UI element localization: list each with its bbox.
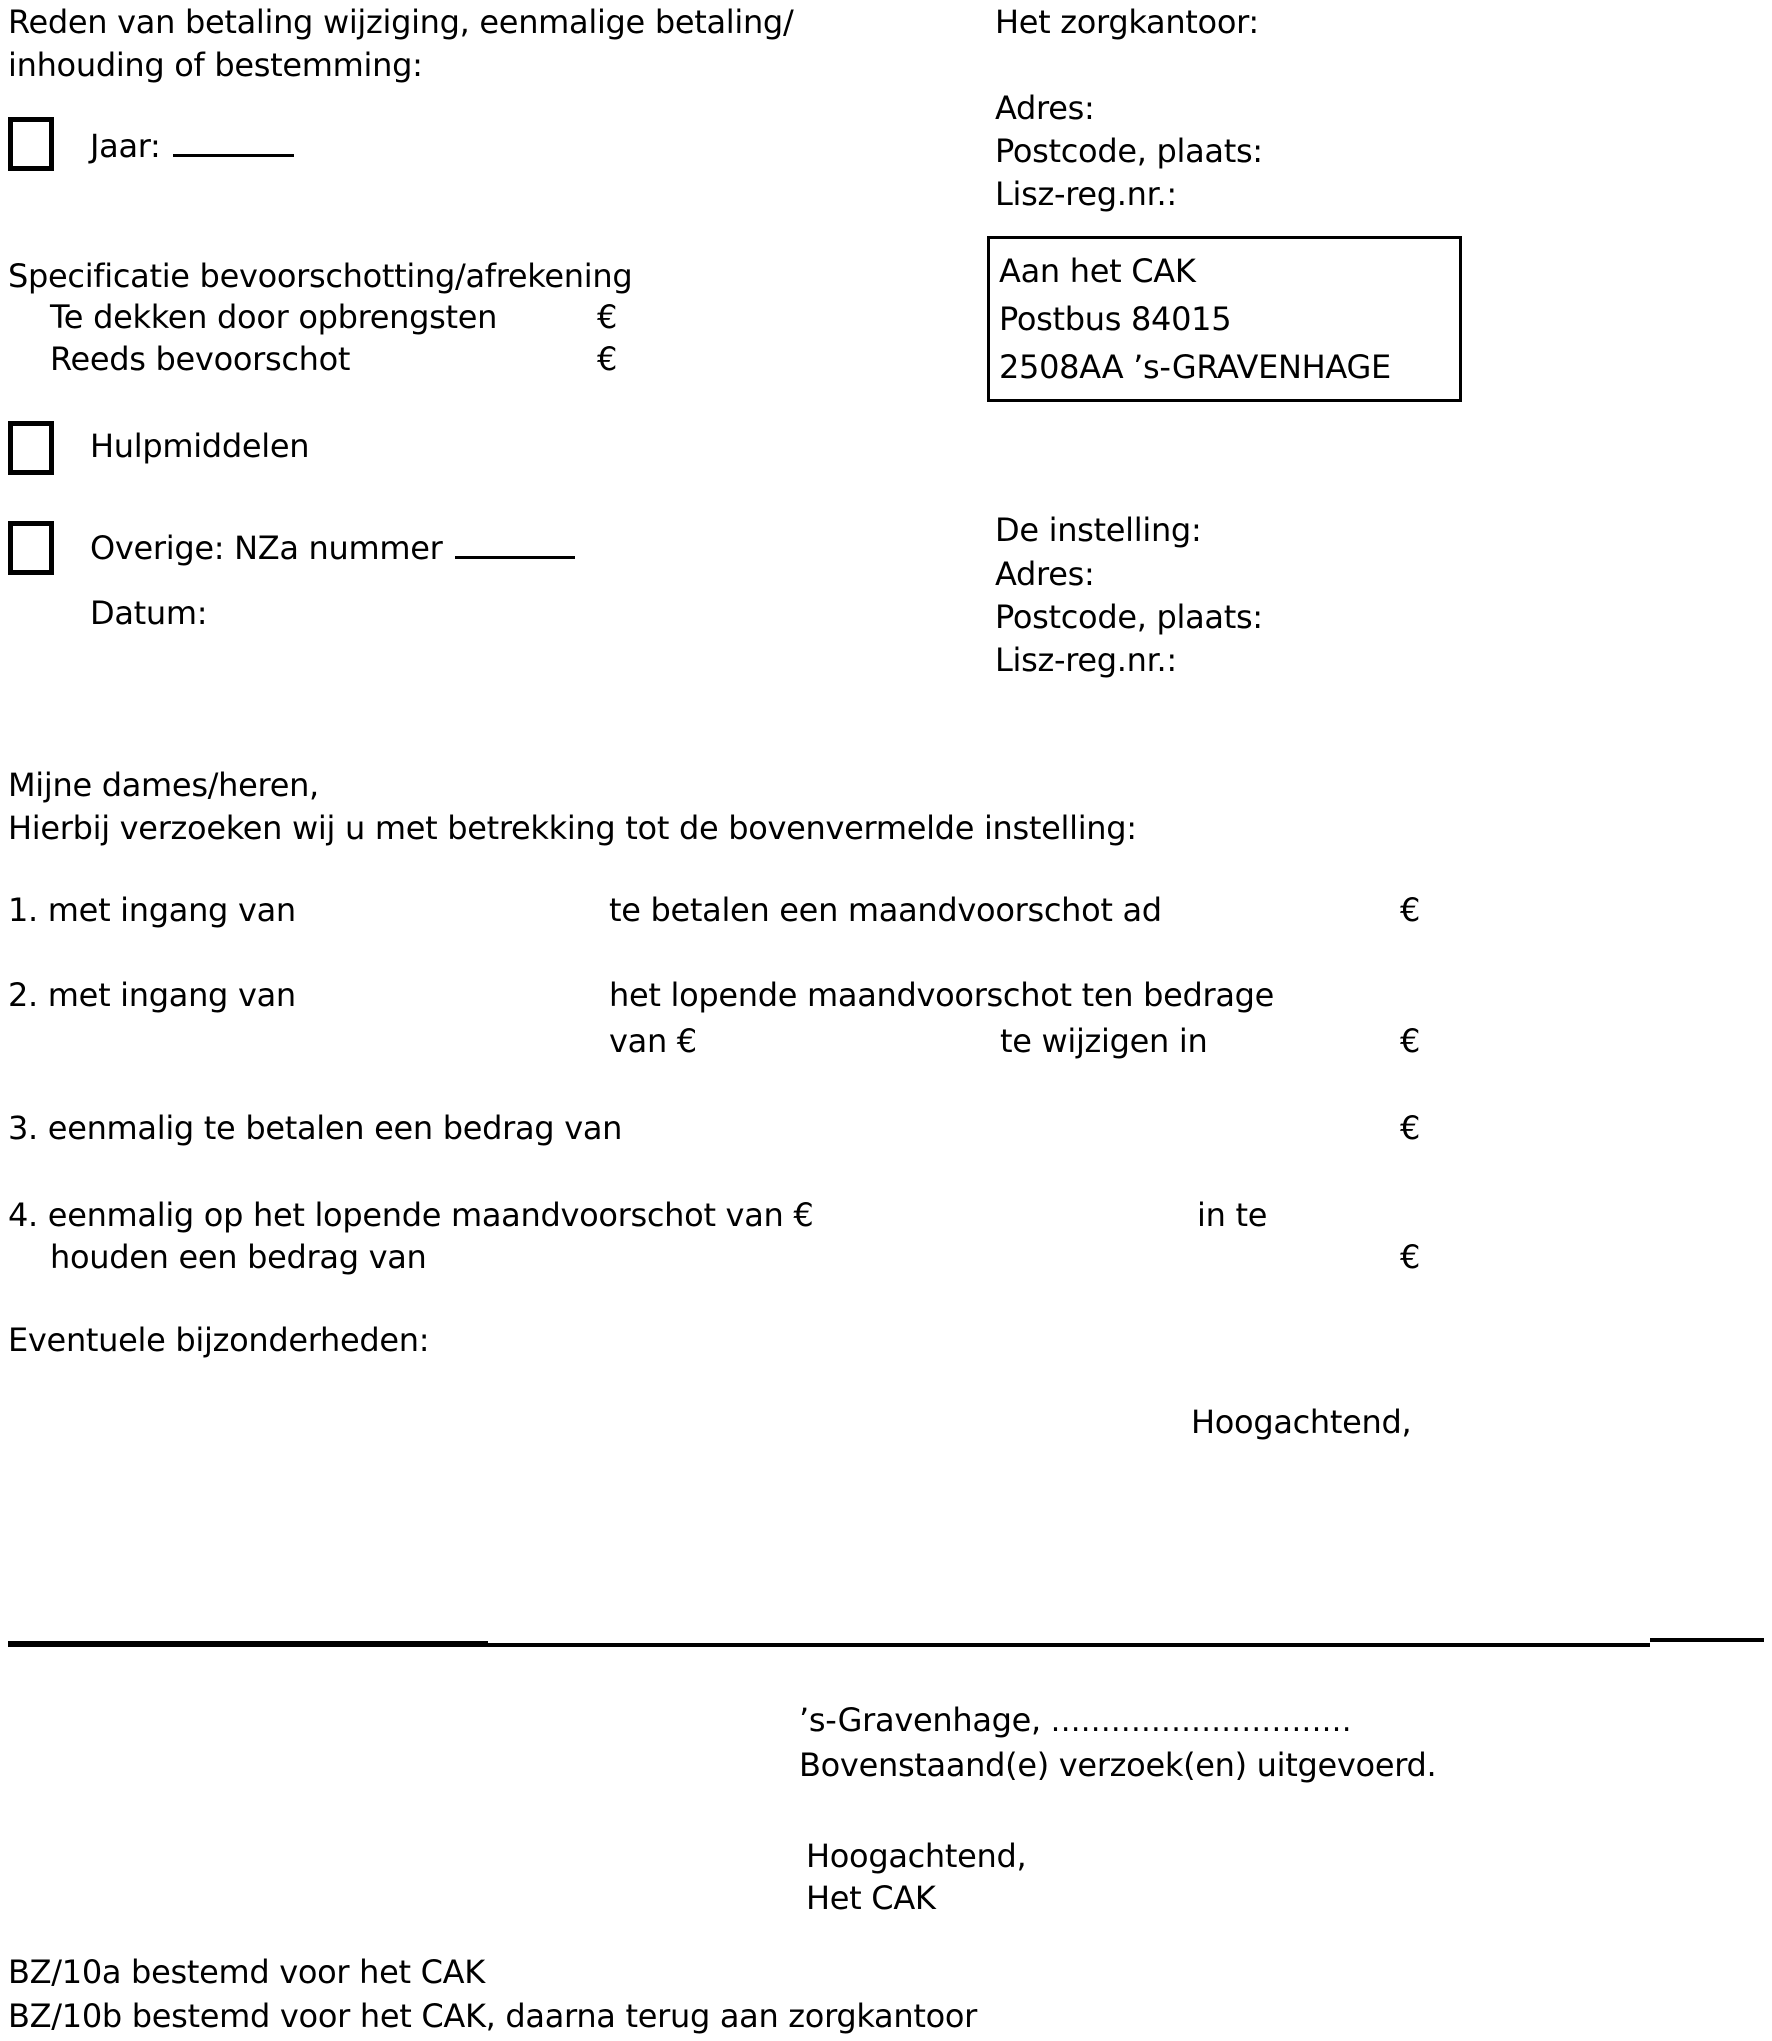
euro-sign: € — [1400, 1022, 1421, 1060]
item2-col2-line2: van € — [609, 1022, 697, 1060]
specificatie-row-label: Reeds bevoorschot — [50, 340, 351, 378]
salutation-line2: Hierbij verzoeken wij u met betrekking tot de bovenvermelde instelling: — [8, 809, 1137, 847]
hulpmiddelen-checkbox[interactable] — [8, 421, 54, 475]
item1-col1: 1. met ingang van — [8, 891, 296, 929]
signature-divider-line-right — [1650, 1638, 1764, 1642]
item4-col2: in te — [1197, 1196, 1268, 1234]
item1-col2: te betalen een maandvoorschot ad — [609, 891, 1162, 929]
euro-sign: € — [1400, 891, 1421, 929]
item3-col1: 3. eenmalig te betalen een bedrag van — [8, 1109, 623, 1147]
euro-sign: € — [1400, 1238, 1421, 1276]
het-cak-line: Het CAK — [806, 1879, 936, 1917]
footer-bz10a: BZ/10a bestemd voor het CAK — [8, 1953, 485, 1991]
jaar-row — [90, 127, 294, 165]
overige-checkbox[interactable] — [8, 521, 54, 575]
gravenhage-row — [799, 1701, 1352, 1739]
hulpmiddelen-label: Hulpmiddelen — [90, 427, 310, 465]
instelling-postcode-label: Postcode, plaats: — [995, 598, 1263, 636]
overige-row — [90, 529, 575, 567]
jaar-label: Jaar: — [90, 127, 161, 165]
item4-col1: 4. eenmalig op het lopende maandvoorschot van € — [8, 1196, 814, 1234]
bijzonderheden-label: Eventuele bijzonderheden: — [8, 1321, 430, 1359]
euro-sign: € — [597, 298, 618, 336]
specificatie-title: Specificatie bevoorschotting/afrekening — [8, 257, 633, 295]
reden-title-line1: Reden van betaling wijziging, eenmalige betaling/ — [8, 3, 794, 41]
item4-line2: houden een bedrag van — [50, 1238, 427, 1276]
euro-sign: € — [597, 340, 618, 378]
cak-address-box — [987, 236, 1462, 402]
zorgkantoor-title: Het zorgkantoor: — [995, 3, 1259, 41]
zorgkantoor-postcode-label: Postcode, plaats: — [995, 132, 1263, 170]
signature-divider-line — [450, 1643, 1650, 1647]
jaar-checkbox[interactable] — [8, 117, 54, 171]
item2-col1: 2. met ingang van — [8, 976, 296, 1014]
date-dotted-field[interactable]: .............................. — [1050, 1704, 1352, 1739]
instelling-lisz-label: Lisz-reg.nr.: — [995, 641, 1177, 679]
instelling-title: De instelling: — [995, 511, 1202, 549]
item2-col3: te wijzigen in — [1000, 1022, 1208, 1060]
reden-title-line2: inhouding of bestemming: — [8, 46, 423, 84]
gravenhage-label: ’s-Gravenhage, — [799, 1701, 1041, 1739]
signature-divider-line-left — [8, 1641, 488, 1647]
bovenstaand-line: Bovenstaand(e) verzoek(en) uitgevoerd. — [799, 1746, 1437, 1784]
cak-address-line1: Aan het CAK — [999, 252, 1196, 290]
cak-address-line3: 2508AA ’s-GRAVENHAGE — [999, 348, 1391, 386]
jaar-blank-field[interactable] — [173, 128, 294, 157]
datum-label: Datum: — [90, 594, 208, 632]
item2-col2: het lopende maandvoorschot ten bedrage — [609, 976, 1275, 1014]
zorgkantoor-adres-label: Adres: — [995, 89, 1095, 127]
hoogachtend-top: Hoogachtend, — [1191, 1403, 1412, 1441]
footer-bz10b: BZ/10b bestemd voor het CAK, daarna terug aan zorgkantoor — [8, 1997, 978, 2035]
zorgkantoor-lisz-label: Lisz-reg.nr.: — [995, 175, 1177, 213]
salutation-line1: Mijne dames/heren, — [8, 766, 319, 804]
overige-label: Overige: NZa nummer — [90, 529, 443, 567]
nza-nummer-blank-field[interactable] — [455, 530, 575, 559]
instelling-adres-label: Adres: — [995, 555, 1095, 593]
euro-sign: € — [1400, 1109, 1421, 1147]
hoogachtend-bottom: Hoogachtend, — [806, 1837, 1027, 1875]
cak-address-line2: Postbus 84015 — [999, 300, 1232, 338]
specificatie-row-label: Te dekken door opbrengsten — [50, 298, 498, 336]
